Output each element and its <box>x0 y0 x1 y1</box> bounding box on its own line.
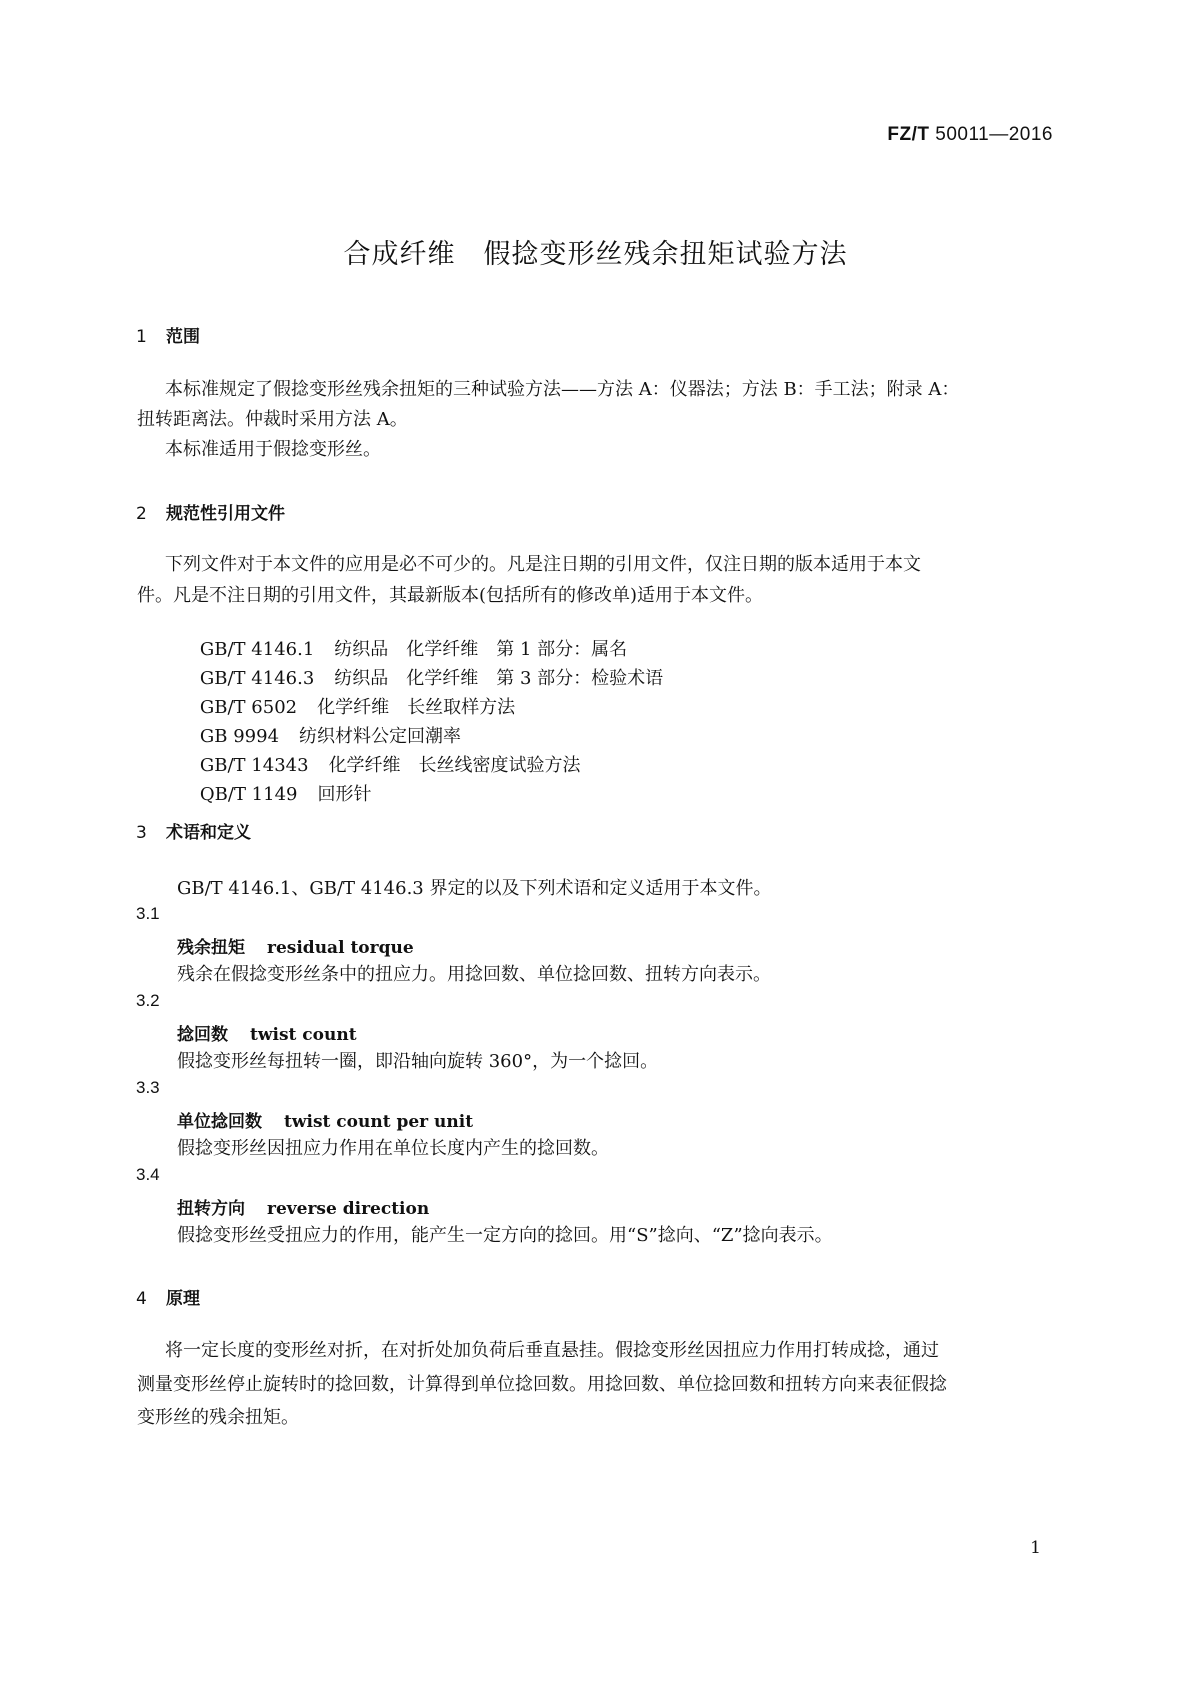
section-4-heading <box>136 1284 200 1309</box>
section-3-heading <box>136 818 251 843</box>
clause-number: 3.4 <box>136 1165 160 1184</box>
terms-intro: GB/T 4146.1、GB/T 4146.3 界定的以及下列术语和定义适用于本文件。 <box>177 878 772 899</box>
reference-title: 纺织材料公定回潮率 <box>299 726 462 747</box>
section-2-heading <box>136 499 285 524</box>
reference-code: GB/T 4146.3 <box>199 668 315 689</box>
clause-number: 3.1 <box>136 904 160 923</box>
term-entry <box>177 1107 473 1132</box>
clause-number: 3.2 <box>136 991 160 1010</box>
section-number: 4 <box>136 1289 147 1309</box>
term-english: residual torque <box>267 938 414 958</box>
term-english: twist count <box>250 1025 357 1045</box>
term-entry <box>177 933 414 958</box>
section-title: 原理 <box>166 1289 200 1309</box>
standard-code: 50011—2016 <box>935 124 1053 145</box>
section-1-heading <box>136 322 200 347</box>
term-entry <box>177 1020 357 1045</box>
page-number: 1 <box>1030 1538 1041 1558</box>
section-title: 范围 <box>166 327 200 347</box>
term-chinese: 残余扭矩 <box>177 938 245 958</box>
term-entry <box>177 1194 429 1219</box>
principle-line-2: 测量变形丝停止旋转时的捻回数，计算得到单位捻回数。用捻回数、单位捻回数和扭转方向来表征假捻 <box>137 1374 947 1395</box>
term-chinese: 单位捻回数 <box>177 1112 262 1132</box>
term-english: reverse direction <box>267 1199 430 1219</box>
reference-code: GB/T 14343 <box>199 755 309 776</box>
reference-title: 化学纤维 长丝线密度试验方法 <box>328 755 581 776</box>
reference-title: 化学纤维 长丝取样方法 <box>317 697 516 718</box>
term-definition: 假捻变形丝因扭应力作用在单位长度内产生的捻回数。 <box>177 1138 609 1159</box>
standard-number <box>887 124 1053 146</box>
scope-paragraph-line-1: 本标准规定了假捻变形丝残余扭矩的三种试验方法——方法 A：仪器法；方法 B：手工法；附录 A： <box>165 379 960 400</box>
reference-code: GB/T 4146.1 <box>199 639 315 660</box>
principle-line-1: 将一定长度的变形丝对折，在对折处加负荷后垂直悬挂。假捻变形丝因扭应力作用打转成捻，通过 <box>165 1340 939 1361</box>
principle-line-3: 变形丝的残余扭矩。 <box>137 1407 299 1428</box>
reference-code: QB/T 1149 <box>199 784 298 805</box>
section-title: 术语和定义 <box>166 823 251 843</box>
term-chinese: 扭转方向 <box>177 1199 245 1219</box>
term-english: twist count per unit <box>284 1112 474 1132</box>
reference-item <box>177 759 371 827</box>
standard-prefix: FZ/T <box>887 124 930 145</box>
normative-intro-line-1: 下列文件对于本文件的应用是必不可少的。凡是注日期的引用文件，仅注日期的版本适用于本文 <box>165 554 921 575</box>
section-title: 规范性引用文件 <box>166 504 285 524</box>
term-definition: 假捻变形丝每扭转一圈，即沿轴向旋转 360°，为一个捻回。 <box>177 1051 659 1072</box>
clause-number: 3.3 <box>136 1078 160 1097</box>
document-title: 合成纤维 假捻变形丝残余扭矩试验方法 <box>343 239 848 270</box>
reference-title: 纺织品 化学纤维 第 3 部分：检验术语 <box>334 668 664 689</box>
reference-code: GB 9994 <box>199 726 280 747</box>
reference-title: 纺织品 化学纤维 第 1 部分：属名 <box>334 639 628 660</box>
normative-intro-line-2: 件。凡是不注日期的引用文件，其最新版本(包括所有的修改单)适用于本文件。 <box>137 585 764 606</box>
reference-title: 回形针 <box>317 784 372 805</box>
term-chinese: 捻回数 <box>177 1025 228 1045</box>
reference-code: GB/T 6502 <box>199 697 298 718</box>
section-number: 2 <box>136 504 147 524</box>
term-definition: 假捻变形丝受扭应力的作用，能产生一定方向的捻回。用“S”捻向、“Z”捻向表示。 <box>177 1225 833 1246</box>
section-number: 1 <box>136 327 147 347</box>
section-number: 3 <box>136 823 147 843</box>
scope-paragraph-line-2: 扭转距离法。仲裁时采用方法 A。 <box>137 409 408 430</box>
term-definition: 残余在假捻变形丝条中的扭应力。用捻回数、单位捻回数、扭转方向表示。 <box>177 964 771 985</box>
scope-paragraph-2: 本标准适用于假捻变形丝。 <box>165 439 381 460</box>
